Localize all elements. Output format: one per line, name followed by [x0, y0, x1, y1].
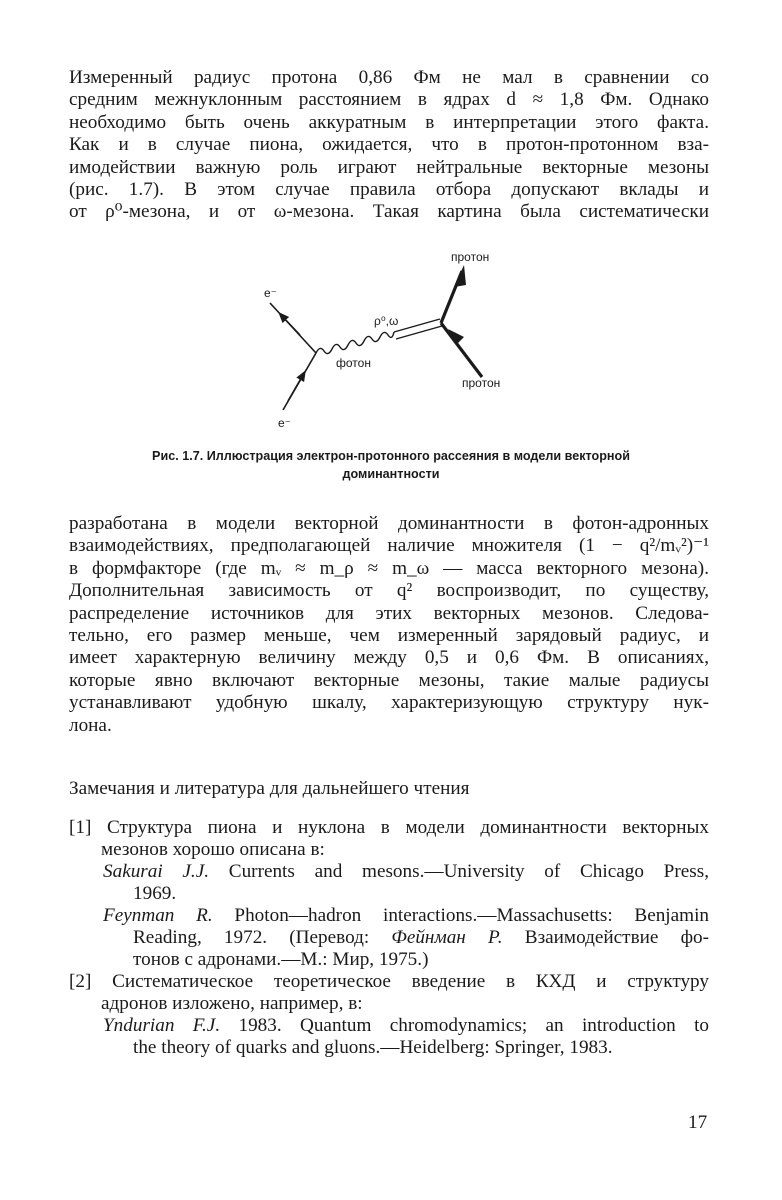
- caption-line: доминантности: [342, 467, 440, 481]
- book-line: 1969.: [133, 883, 177, 904]
- incoming-electron-arrow: [288, 375, 303, 401]
- outgoing-electron-arrow: [282, 316, 300, 335]
- text-line: имеет характерную величину между 0,5 и 0,6 Фм. В описаниях,: [69, 647, 709, 669]
- book-line: [69, 927, 709, 949]
- book-text: Reading, 1972. (Перевод:: [133, 927, 392, 948]
- feynman-diagram: [250, 245, 540, 445]
- book-line: the theory of quarks and gluons.—Heidelberg: Springer, 1983.: [133, 1037, 613, 1058]
- reference-text: Систематическое теоретическое введение в КХД и структуру: [112, 971, 709, 992]
- page-number: 17: [688, 1112, 708, 1133]
- label-electron-bottom: e⁻: [278, 416, 292, 430]
- reference-2: [69, 971, 709, 1059]
- book-author: Yndurian F.J.: [103, 1015, 221, 1036]
- text-line: тельно, его размер меньше, чем измеренный зарядовый радиус, и: [69, 625, 709, 647]
- text-line: распределение источников для этих векторных мезонов. Следова-: [69, 602, 709, 624]
- text-line: (рис. 1.7). В этом случае правила отбора допускают вклады и: [69, 179, 709, 201]
- reference-number: [1]: [69, 817, 92, 838]
- label-proton-top: протон: [451, 250, 490, 264]
- book-text: Взаимодействие фо-: [502, 927, 710, 948]
- reference-text-line: адронов изложено, например, в:: [101, 993, 363, 1014]
- text-line: в формфакторе (где mᵥ ≈ m_ρ ≈ m_ω — масса векторного мезона).: [69, 557, 709, 579]
- vector-meson-line-upper: [394, 319, 440, 332]
- book-author: Feynman R.: [103, 905, 213, 926]
- figure-caption: [80, 447, 702, 483]
- paragraph-intro: [69, 67, 709, 224]
- outgoing-proton-arrow: [454, 265, 466, 287]
- label-photon: фотон: [336, 356, 371, 370]
- book-line: тонов с адронами.—М.: Мир, 1975.): [133, 949, 429, 970]
- book-title: Currents and mesons.—University of Chicago Press,: [228, 861, 709, 882]
- reference-text-line: мезонов хорошо описана в:: [101, 839, 325, 860]
- book-line: [69, 905, 709, 927]
- book-title: 1983. Quantum chromodynamics; an introduction to: [238, 1015, 710, 1036]
- book-line: [69, 1015, 709, 1037]
- text-line: Измеренный радиус протона 0,86 Фм не мал в сравнении со: [69, 67, 709, 88]
- reference-text-line: [69, 971, 709, 993]
- text-line: от ρ⁰-мезона, и от ω-мезона. Такая картина была систематически: [69, 201, 709, 223]
- label-electron-top: e⁻: [264, 286, 278, 300]
- text-line: Как и в случае пиона, ожидается, что в протон-протонном вза-: [69, 134, 709, 156]
- section-heading: Замечания и литература для дальнейшего чтения: [69, 778, 470, 799]
- caption-line: Рис. 1.7. Иллюстрация электрон-протонного рассеяния в модели векторной: [152, 449, 630, 463]
- label-proton-bottom: протон: [462, 376, 501, 390]
- text-line: разработана в модели векторной доминантности в фотон-адронных: [69, 513, 709, 534]
- text-line: Дополнительная зависимость от q² воспроизводит, по существу,: [69, 580, 709, 602]
- label-rho-omega: ρ⁰,ω: [374, 314, 399, 328]
- text-line: устанавливают удобную шкалу, характеризующую структуру нук-: [69, 692, 709, 714]
- book-line: [69, 861, 709, 883]
- text-line: средним межнуклонным расстоянием в ядрах d ≈ 1,8 Фм. Однако: [69, 89, 709, 111]
- text-line: которые явно включают векторные мезоны, такие малые радиусы: [69, 669, 709, 691]
- reference-number: [2]: [69, 971, 92, 992]
- text-line: взаимодействиях, предполагающей наличие множителя (1 − q²/mᵥ²)⁻¹: [69, 535, 709, 557]
- vector-meson-line-lower: [396, 326, 442, 339]
- book-author: Sakurai J.J.: [103, 861, 210, 882]
- incoming-proton-line: [441, 323, 482, 377]
- translator-author: Фейнман Р.: [391, 927, 503, 948]
- book-title: Photon—hadron interactions.—Massachusetts: Benjamin: [234, 905, 710, 926]
- reference-1: [69, 817, 709, 971]
- reference-text-line: [69, 817, 709, 839]
- text-line: лона.: [69, 714, 112, 736]
- text-line: необходимо быть очень аккуратным в интерпретации этого факта.: [69, 111, 709, 133]
- paragraph-vector-dominance: [69, 513, 709, 737]
- photon-wavy-line: [316, 332, 394, 354]
- text-line: имодействии важную роль играют нейтральные векторные мезоны: [69, 156, 709, 178]
- reference-list: [69, 817, 709, 1059]
- reference-text: Структура пиона и нуклона в модели доминантности векторных: [107, 817, 709, 838]
- feynman-diagram-svg: [250, 245, 540, 445]
